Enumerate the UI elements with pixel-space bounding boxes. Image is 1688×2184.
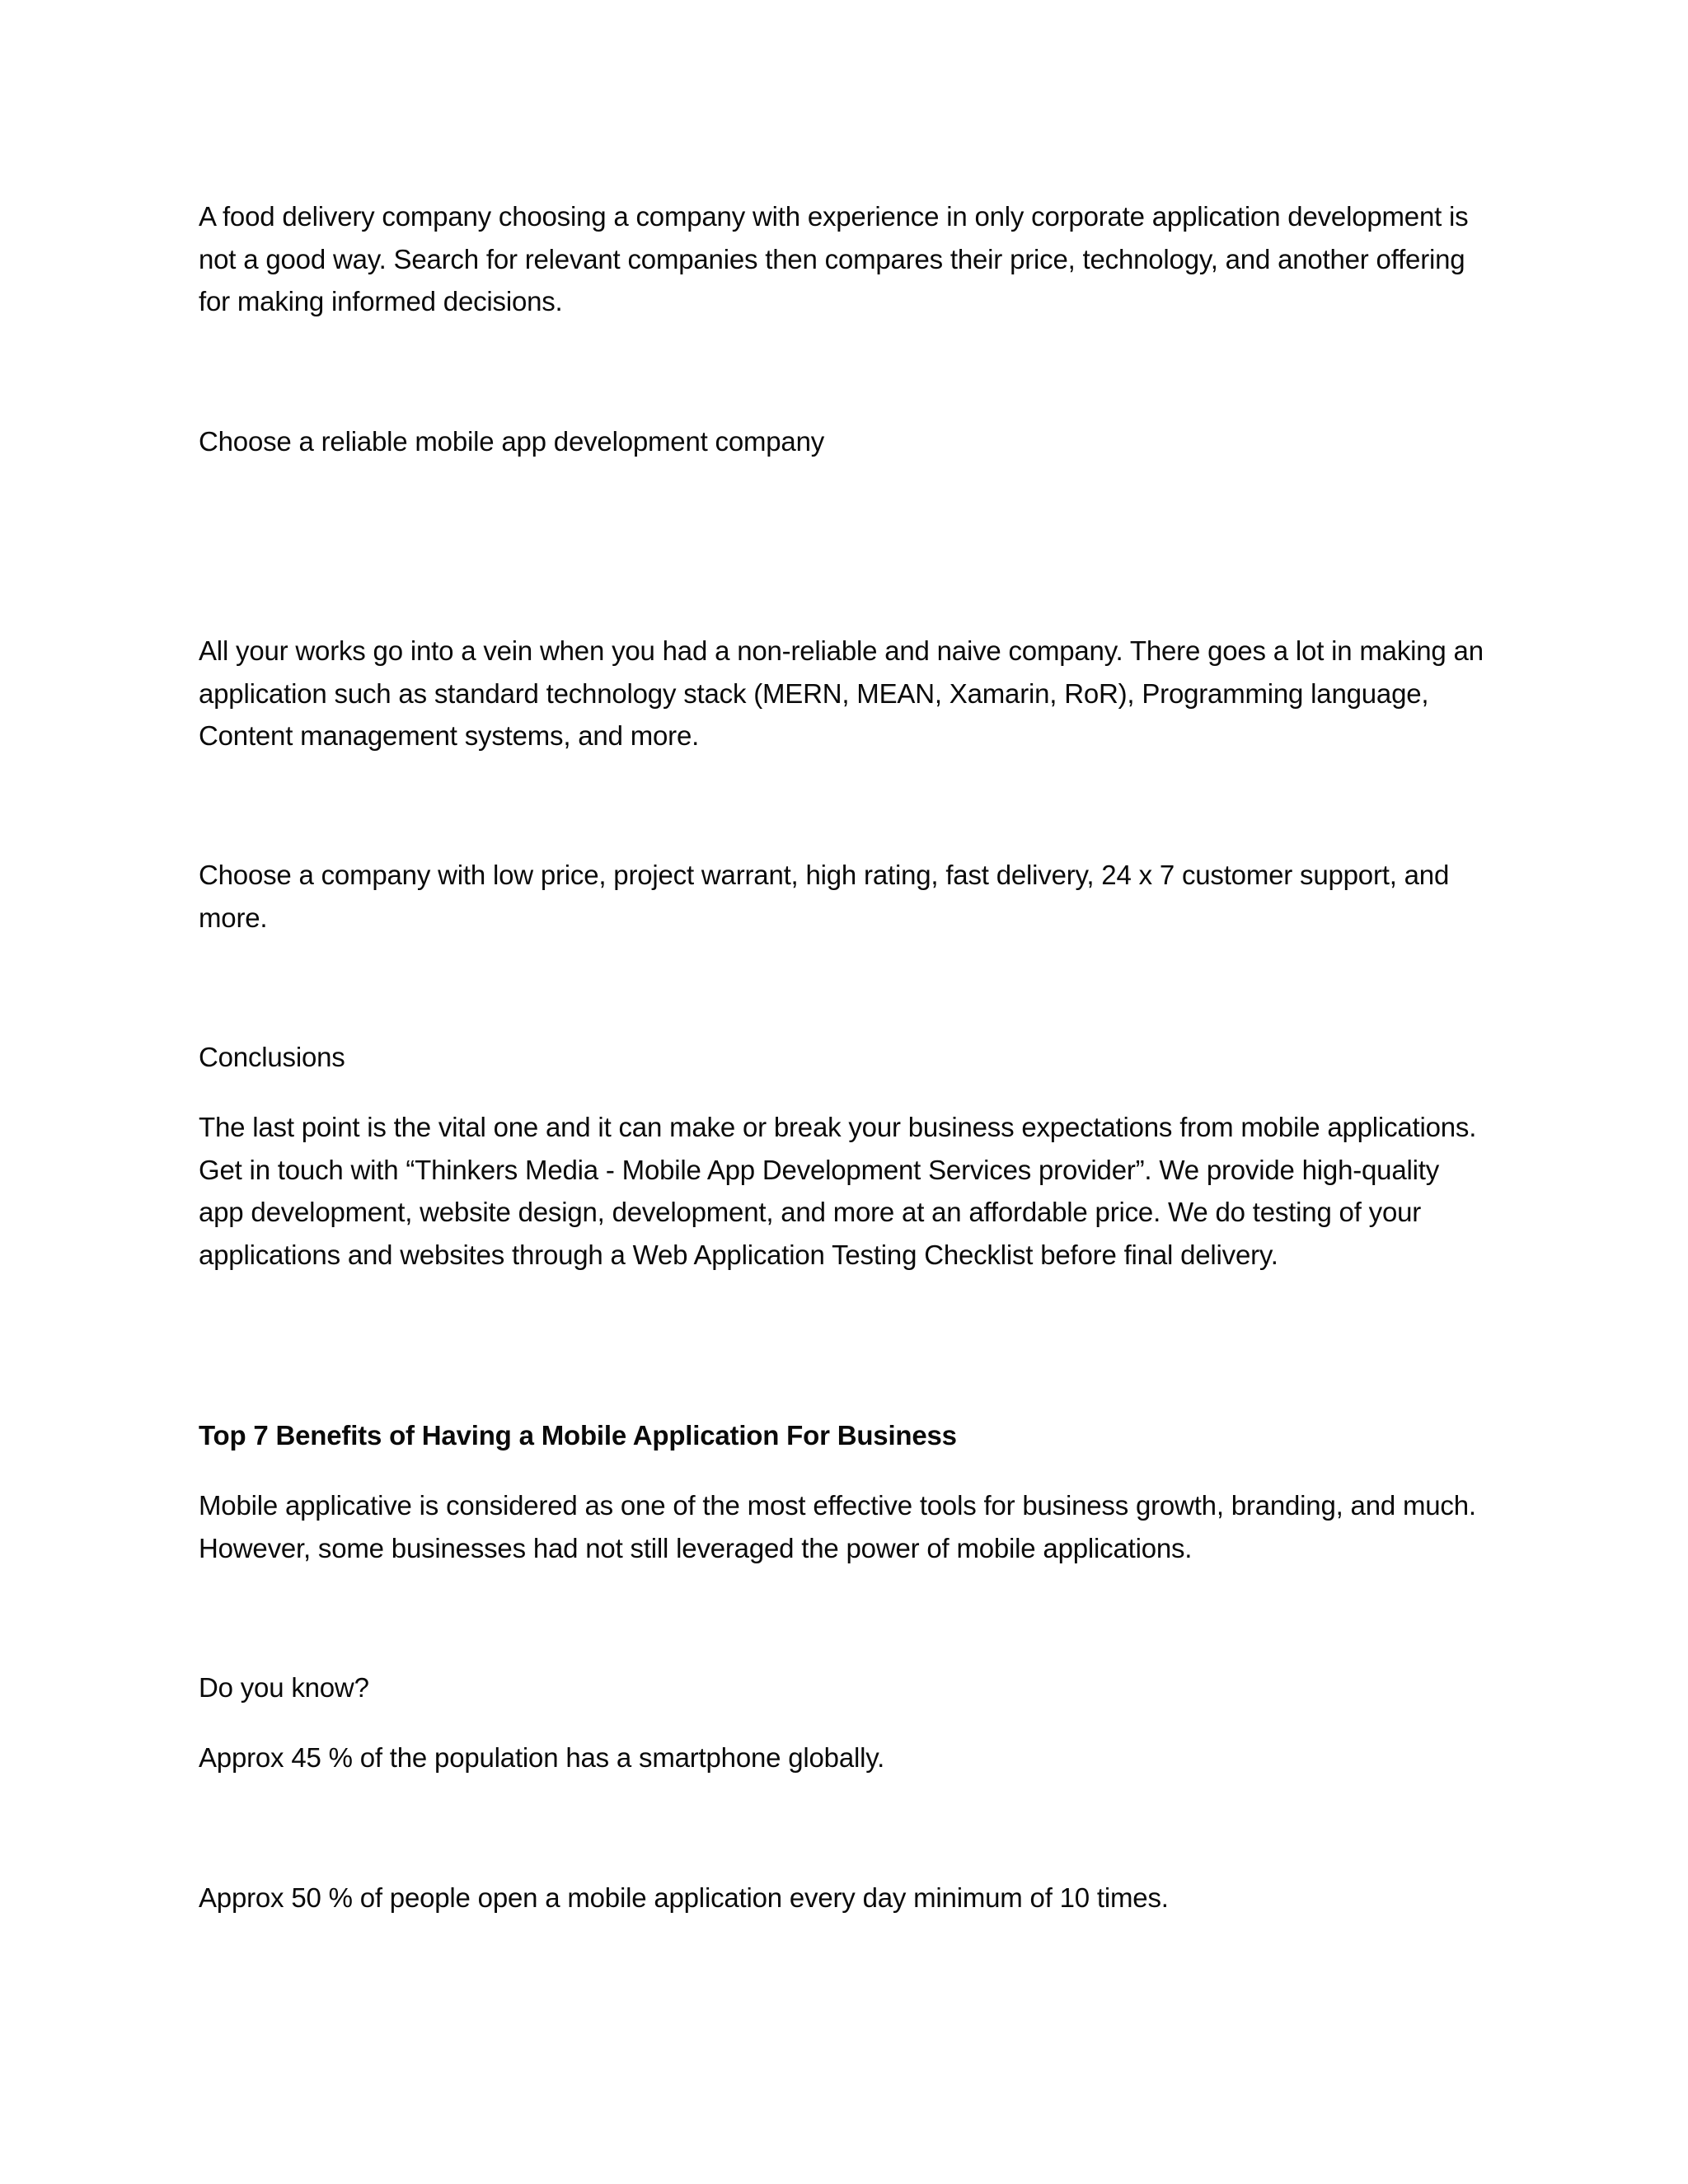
- app-usage-stat-paragraph: Approx 50 % of people open a mobile application every day minimum of 10 times.: [199, 1882, 1169, 1913]
- intro-paragraph: A food delivery company choosing a company with experience in only corporate application development is not a good way. Search for relevant companies then compares their price, technology, and another offering for making informed decisions.: [199, 201, 1469, 316]
- conclusions-paragraph: The last point is the vital one and it can make or break your business expectations from mobile applications. Get in touch with “Thinkers Media - Mobile App Development Services provider”. We provide high-quality app development, website design, development, and more at an affordable price. We do testing of your applications and websites through a Web Application Testing Checklist before final delivery.: [199, 1112, 1477, 1270]
- benefits-intro-paragraph: Mobile applicative is considered as one of the most effective tools for business growth, branding, and much. However, some businesses had not still leveraged the power of mobile applications.: [199, 1490, 1476, 1563]
- company-criteria-paragraph: Choose a company with low price, project warrant, high rating, fast delivery, 24 x 7 customer support, and more.: [199, 860, 1450, 933]
- benefits-heading: Top 7 Benefits of Having a Mobile Application For Business: [199, 1420, 957, 1451]
- smartphone-stat-paragraph: Approx 45 % of the population has a smartphone globally.: [199, 1742, 885, 1773]
- conclusions-heading: Conclusions: [199, 1042, 345, 1072]
- section-heading-reliable-company: Choose a reliable mobile app development company: [199, 426, 825, 457]
- do-you-know-heading: Do you know?: [199, 1672, 369, 1703]
- reliability-paragraph: All your works go into a vein when you had a non-reliable and naive company. There goes a lot in making an application such as standard technology stack (MERN, MEAN, Xamarin, RoR), Programming language, Content management systems, and more.: [199, 635, 1484, 751]
